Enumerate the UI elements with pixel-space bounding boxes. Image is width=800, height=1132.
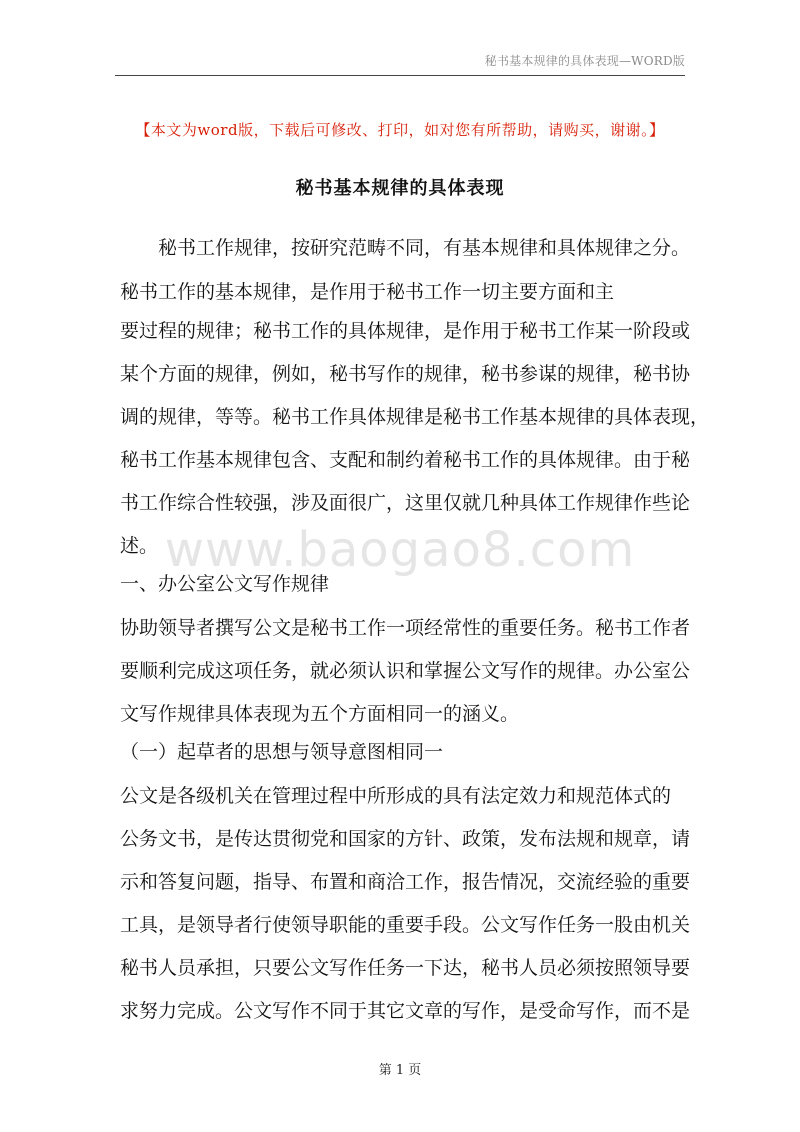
body-line: 秘书工作基本规律包含、支配和制约着秘书工作的具体规律。由于秘 — [120, 449, 691, 471]
watermark: www.baogao8.com — [164, 522, 636, 578]
body-line: 秘书人员承担，只要公文写作任务一下达，秘书人员必须按照领导要 — [120, 957, 691, 979]
download-notice: 【本文为word版，下载后可修改、打印，如对您有所帮助，请购买，谢谢。】 — [135, 121, 665, 139]
body-line: 协助领导者撰写公文是秘书工作一项经常性的重要任务。秘书工作者 — [120, 617, 691, 639]
body-line: 工具，是领导者行使领导职能的重要手段。公文写作任务一股由机关 — [120, 914, 691, 936]
page-number: 第 1 页 — [378, 1063, 422, 1078]
body-line: 秘书工作的基本规律，是作用于秘书工作一切主要方面和主 — [120, 281, 615, 303]
body-line: 述。 — [120, 535, 159, 557]
subsection-heading: （一）起草者的思想与领导意图相同一 — [120, 741, 444, 763]
body-line: 示和答复问题，指导、布置和商洽工作，报告情况，交流经验的重要 — [120, 871, 691, 893]
body-line: 要顺利完成这项任务，就必须认识和掌握公文写作的规律。办公室公 — [120, 660, 691, 682]
body-line: 秘书工作规律，按研究范畴不同，有基本规律和具体规律之分。 — [120, 237, 691, 259]
section-heading: 一、办公室公文写作规律 — [120, 573, 330, 595]
body-line: 公务文书，是传达贯彻党和国家的方针、政策，发布法规和规章，请 — [120, 828, 691, 850]
body-line: 调的规律，等等。秘书工作具体规律是秘书工作基本规律的具体表现， — [120, 406, 710, 428]
body-line: 要过程的规律；秘书工作的具体规律，是作用于秘书工作某一阶段或 — [120, 320, 691, 342]
body-line: 求努力完成。公文写作不同于其它文章的写作，是受命写作，而不是 — [120, 1000, 691, 1022]
body-line: 文写作规律具体表现为五个方面相同一的涵义。 — [120, 703, 520, 725]
body-line: 某个方面的规律，例如，秘书写作的规律，秘书参谋的规律，秘书协 — [120, 363, 691, 385]
header-divider — [115, 75, 685, 76]
header-title: 秘书基本规律的具体表现—WORD版 — [484, 54, 685, 68]
document-title: 秘书基本规律的具体表现 — [295, 178, 505, 199]
body-line: 公文是各级机关在管理过程中所形成的具有法定效力和规范体式的 — [120, 785, 672, 807]
body-line: 书工作综合性较强，涉及面很广，这里仅就几种具体工作规律作些论 — [120, 492, 691, 514]
